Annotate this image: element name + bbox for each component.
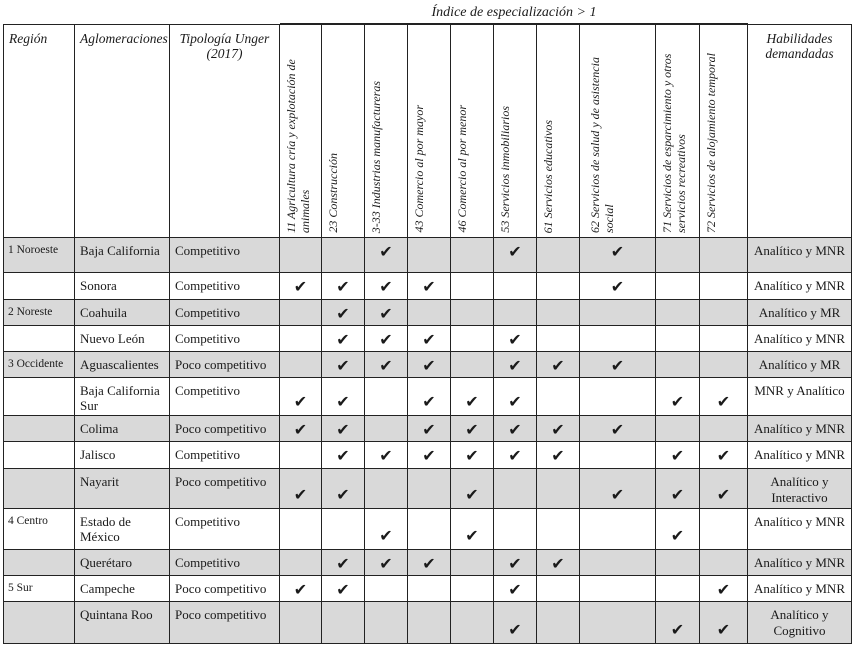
habilidades-cell: Analítico y MNR xyxy=(748,326,852,352)
tipologia-cell: Competitivo xyxy=(170,550,280,576)
sector-cell xyxy=(700,378,748,416)
check-icon: ✔ xyxy=(670,394,685,411)
aglomeracion-cell: Coahuila xyxy=(75,300,170,326)
sector-cell xyxy=(700,550,748,576)
check-icon: ✔ xyxy=(422,448,436,465)
sector-cell xyxy=(365,469,408,509)
habilidades-cell: Analítico y MNR xyxy=(748,238,852,273)
header-sector-label: 23 Construcción xyxy=(326,153,340,233)
sector-cell xyxy=(365,326,408,352)
sector-cell xyxy=(322,602,365,644)
sector-cell xyxy=(322,300,365,326)
sector-cell xyxy=(451,352,494,378)
sector-cell xyxy=(494,469,537,509)
table-row xyxy=(4,300,852,326)
sector-cell xyxy=(580,416,656,442)
sector-cell xyxy=(451,509,494,550)
table-row xyxy=(4,416,852,442)
sector-cell xyxy=(365,442,408,469)
check-icon: ✔ xyxy=(716,394,731,411)
sector-cell xyxy=(280,509,322,550)
tipologia-cell: Competitivo xyxy=(170,300,280,326)
sector-cell xyxy=(280,238,322,273)
table-row xyxy=(4,238,852,273)
sector-cell xyxy=(280,300,322,326)
header-tipologia: Tipología Unger (2017) xyxy=(170,25,280,238)
tipologia-cell: Competitivo xyxy=(170,378,280,416)
sector-cell xyxy=(656,300,700,326)
check-icon: ✔ xyxy=(465,487,479,504)
sector-cell xyxy=(580,550,656,576)
sector-cell xyxy=(408,416,451,442)
sector-cell xyxy=(494,602,537,644)
sector-cell xyxy=(451,550,494,576)
check-icon: ✔ xyxy=(508,582,522,599)
sector-cell xyxy=(365,300,408,326)
sector-cell xyxy=(700,576,748,602)
sector-cell xyxy=(580,300,656,326)
sector-cell xyxy=(408,326,451,352)
sector-cell xyxy=(365,378,408,416)
sector-cell xyxy=(322,273,365,300)
header-sector-label: 11 Agricultura cría y explotación de animales xyxy=(284,59,312,233)
sector-cell xyxy=(408,273,451,300)
sector-cell xyxy=(322,352,365,378)
sector-cell xyxy=(280,352,322,378)
region-cell xyxy=(4,442,75,469)
header-sector xyxy=(280,25,322,238)
sector-cell xyxy=(451,238,494,273)
header-sector-label: 53 Servicios inmobiliarios xyxy=(498,106,512,233)
check-icon: ✔ xyxy=(716,448,731,465)
check-icon: ✔ xyxy=(465,394,479,411)
header-sector-label: 43 Comercio al por mayor xyxy=(412,105,426,233)
header-sector-label: 46 Comercio al por menor xyxy=(455,105,469,233)
sector-cell xyxy=(700,326,748,352)
aglomeracion-cell: Querétaro xyxy=(75,550,170,576)
check-icon: ✔ xyxy=(670,622,685,639)
sector-cell xyxy=(365,416,408,442)
sector-cell xyxy=(656,576,700,602)
sector-cell xyxy=(656,238,700,273)
sector-cell xyxy=(280,378,322,416)
check-icon: ✔ xyxy=(670,528,685,545)
check-icon: ✔ xyxy=(465,422,479,439)
check-icon: ✔ xyxy=(716,487,731,504)
habilidades-cell: Analítico y MNR xyxy=(748,273,852,300)
header-sector xyxy=(322,25,365,238)
header-habilidades: Habilidades demandadas xyxy=(748,25,852,238)
sector-cell xyxy=(322,469,365,509)
sector-cell xyxy=(700,509,748,550)
check-icon: ✔ xyxy=(293,487,308,504)
region-cell xyxy=(4,326,75,352)
check-icon: ✔ xyxy=(293,582,308,599)
sector-cell xyxy=(494,326,537,352)
header-sector-label: 72 Servicios de alojamiento temporal xyxy=(704,53,718,233)
sector-cell xyxy=(656,273,700,300)
table-row xyxy=(4,326,852,352)
check-icon: ✔ xyxy=(508,556,522,573)
header-region: Región xyxy=(4,25,75,238)
aglomeracion-cell: Colima xyxy=(75,416,170,442)
sector-cell xyxy=(322,442,365,469)
habilidades-cell: Analítico y Cognitivo xyxy=(748,602,852,644)
sector-cell xyxy=(700,273,748,300)
sector-cell xyxy=(580,576,656,602)
tipologia-cell: Competitivo xyxy=(170,442,280,469)
header-sector-label: 61 Servicios educativos xyxy=(541,119,555,233)
sector-cell xyxy=(280,550,322,576)
check-icon: ✔ xyxy=(508,332,522,349)
sector-cell xyxy=(451,602,494,644)
sector-cell xyxy=(537,442,580,469)
habilidades-cell: Analítico y MR xyxy=(748,300,852,326)
check-icon: ✔ xyxy=(422,279,436,296)
check-icon: ✔ xyxy=(465,448,479,465)
specialization-table xyxy=(3,24,852,644)
aglomeracion-cell: Baja California Sur xyxy=(75,378,170,416)
check-icon: ✔ xyxy=(508,394,522,411)
check-icon: ✔ xyxy=(336,358,350,375)
check-icon: ✔ xyxy=(379,528,393,545)
sector-cell xyxy=(451,378,494,416)
sector-cell xyxy=(408,300,451,326)
region-cell xyxy=(4,416,75,442)
check-icon: ✔ xyxy=(610,487,625,504)
check-icon: ✔ xyxy=(508,244,522,261)
check-icon: ✔ xyxy=(610,358,625,375)
check-icon: ✔ xyxy=(422,358,436,375)
sector-cell xyxy=(656,416,700,442)
check-icon: ✔ xyxy=(336,332,350,349)
check-icon: ✔ xyxy=(379,358,393,375)
check-icon: ✔ xyxy=(551,448,565,465)
check-icon: ✔ xyxy=(670,487,685,504)
sector-cell xyxy=(408,352,451,378)
sector-cell xyxy=(656,378,700,416)
sector-cell xyxy=(537,352,580,378)
tipologia-cell: Poco competitivo xyxy=(170,576,280,602)
sector-cell xyxy=(700,352,748,378)
sector-cell xyxy=(537,576,580,602)
sector-cell xyxy=(656,550,700,576)
habilidades-cell: Analítico y MNR xyxy=(748,416,852,442)
table-row xyxy=(4,352,852,378)
sector-cell xyxy=(365,238,408,273)
sector-cell xyxy=(451,273,494,300)
tipologia-cell: Competitivo xyxy=(170,326,280,352)
sector-cell xyxy=(408,469,451,509)
sector-cell xyxy=(365,602,408,644)
sector-cell xyxy=(365,576,408,602)
check-icon: ✔ xyxy=(379,306,393,323)
check-icon: ✔ xyxy=(422,332,436,349)
sector-cell xyxy=(451,576,494,602)
table-row xyxy=(4,509,852,550)
sector-cell xyxy=(494,550,537,576)
check-icon: ✔ xyxy=(610,279,625,296)
tipologia-cell: Poco competitivo xyxy=(170,416,280,442)
sector-cell xyxy=(280,273,322,300)
sector-cell xyxy=(580,238,656,273)
check-icon: ✔ xyxy=(508,358,522,375)
sector-cell xyxy=(408,238,451,273)
sector-cell xyxy=(537,300,580,326)
check-icon: ✔ xyxy=(508,422,522,439)
check-icon: ✔ xyxy=(610,244,625,261)
check-icon: ✔ xyxy=(422,422,436,439)
sector-cell xyxy=(580,326,656,352)
region-cell: 4 Centro xyxy=(4,509,75,550)
sector-cell xyxy=(537,602,580,644)
aglomeracion-cell: Sonora xyxy=(75,273,170,300)
sector-cell xyxy=(322,576,365,602)
sector-cell xyxy=(700,442,748,469)
sector-cell xyxy=(451,442,494,469)
sector-cell xyxy=(580,378,656,416)
sector-cell xyxy=(537,550,580,576)
region-cell xyxy=(4,550,75,576)
region-cell: 1 Noroeste xyxy=(4,238,75,273)
check-icon: ✔ xyxy=(336,556,350,573)
sector-cell xyxy=(408,442,451,469)
sector-cell xyxy=(494,378,537,416)
sector-cell xyxy=(494,509,537,550)
sector-cell xyxy=(280,416,322,442)
sector-cell xyxy=(494,273,537,300)
header-row xyxy=(4,25,852,238)
sector-cell xyxy=(408,576,451,602)
header-sector xyxy=(580,25,656,238)
sector-cell xyxy=(537,378,580,416)
check-icon: ✔ xyxy=(336,448,350,465)
region-cell: 3 Occidente xyxy=(4,352,75,378)
check-icon: ✔ xyxy=(379,279,393,296)
sector-cell xyxy=(656,442,700,469)
check-icon: ✔ xyxy=(716,622,731,639)
table-row xyxy=(4,576,852,602)
table-row xyxy=(4,378,852,416)
table-row xyxy=(4,469,852,509)
sector-cell xyxy=(700,469,748,509)
check-icon: ✔ xyxy=(379,556,393,573)
habilidades-cell: Analítico y MNR xyxy=(748,442,852,469)
check-icon: ✔ xyxy=(336,582,350,599)
sector-cell xyxy=(322,509,365,550)
check-icon: ✔ xyxy=(551,422,565,439)
check-icon: ✔ xyxy=(336,394,350,411)
sector-cell xyxy=(700,238,748,273)
header-sector-label: 3-33 Industrias manufactureras xyxy=(369,80,383,233)
sector-cell xyxy=(365,273,408,300)
tipologia-cell: Poco competitivo xyxy=(170,352,280,378)
sector-cell xyxy=(451,469,494,509)
sector-cell xyxy=(408,509,451,550)
sector-cell xyxy=(408,550,451,576)
habilidades-cell: MNR y Analítico xyxy=(748,378,852,416)
aglomeracion-cell: Baja California xyxy=(75,238,170,273)
region-cell: 5 Sur xyxy=(4,576,75,602)
header-aglomeraciones: Aglomeraciones xyxy=(75,25,170,238)
sector-cell xyxy=(451,300,494,326)
check-icon: ✔ xyxy=(551,556,565,573)
region-cell xyxy=(4,273,75,300)
tipologia-cell: Poco competitivo xyxy=(170,602,280,644)
header-sector xyxy=(365,25,408,238)
habilidades-cell: Analítico y MNR xyxy=(748,550,852,576)
table-row xyxy=(4,602,852,644)
check-icon: ✔ xyxy=(551,358,565,375)
check-icon: ✔ xyxy=(379,332,393,349)
table-row xyxy=(4,273,852,300)
sector-cell xyxy=(537,416,580,442)
aglomeracion-cell: Estado de México xyxy=(75,509,170,550)
sector-cell xyxy=(700,300,748,326)
sector-cell xyxy=(280,442,322,469)
aglomeracion-cell: Aguascalientes xyxy=(75,352,170,378)
sector-cell xyxy=(322,326,365,352)
sector-cell xyxy=(365,509,408,550)
sector-cell xyxy=(537,469,580,509)
check-icon: ✔ xyxy=(336,487,350,504)
sector-cell xyxy=(700,602,748,644)
sector-cell xyxy=(580,442,656,469)
header-sector xyxy=(408,25,451,238)
table-super-title: Índice de especialización > 1 xyxy=(280,3,748,24)
table-row xyxy=(4,442,852,469)
aglomeracion-cell: Jalisco xyxy=(75,442,170,469)
sector-cell xyxy=(494,238,537,273)
check-icon: ✔ xyxy=(465,528,479,545)
sector-cell xyxy=(580,352,656,378)
header-sector xyxy=(451,25,494,238)
sector-cell xyxy=(494,300,537,326)
sector-cell xyxy=(580,469,656,509)
check-icon: ✔ xyxy=(670,448,685,465)
check-icon: ✔ xyxy=(716,582,731,599)
sector-cell xyxy=(365,550,408,576)
sector-cell xyxy=(408,602,451,644)
sector-cell xyxy=(580,509,656,550)
sector-cell xyxy=(365,352,408,378)
check-icon: ✔ xyxy=(379,448,393,465)
sector-cell xyxy=(322,550,365,576)
header-sector-label: 71 Servicios de esparcimiento y otros servicios recreativos xyxy=(660,53,688,233)
table-container xyxy=(3,3,852,644)
sector-cell xyxy=(656,326,700,352)
region-cell xyxy=(4,602,75,644)
sector-cell xyxy=(494,442,537,469)
region-cell xyxy=(4,469,75,509)
habilidades-cell: Analítico y Interactivo xyxy=(748,469,852,509)
check-icon: ✔ xyxy=(336,422,350,439)
header-sector xyxy=(494,25,537,238)
habilidades-cell: Analítico y MR xyxy=(748,352,852,378)
sector-cell xyxy=(656,509,700,550)
sector-cell xyxy=(537,238,580,273)
sector-cell xyxy=(580,273,656,300)
aglomeracion-cell: Nuevo León xyxy=(75,326,170,352)
check-icon: ✔ xyxy=(422,394,436,411)
check-icon: ✔ xyxy=(336,306,350,323)
aglomeracion-cell: Campeche xyxy=(75,576,170,602)
tipologia-cell: Competitivo xyxy=(170,273,280,300)
sector-cell xyxy=(322,238,365,273)
sector-cell xyxy=(280,469,322,509)
sector-cell xyxy=(537,509,580,550)
habilidades-cell: Analítico y MNR xyxy=(748,576,852,602)
check-icon: ✔ xyxy=(293,279,308,296)
sector-cell xyxy=(700,416,748,442)
region-cell: 2 Noreste xyxy=(4,300,75,326)
sector-cell xyxy=(322,416,365,442)
check-icon: ✔ xyxy=(293,422,308,439)
sector-cell xyxy=(537,326,580,352)
check-icon: ✔ xyxy=(508,448,522,465)
header-sector-label: 62 Servicios de salud y de asistencia social xyxy=(588,57,616,233)
table-row xyxy=(4,550,852,576)
sector-cell xyxy=(280,602,322,644)
sector-cell xyxy=(280,326,322,352)
sector-cell xyxy=(656,352,700,378)
header-sector xyxy=(656,25,700,238)
sector-cell xyxy=(494,352,537,378)
header-sector xyxy=(700,25,748,238)
tipologia-cell: Competitivo xyxy=(170,238,280,273)
sector-cell xyxy=(494,576,537,602)
sector-cell xyxy=(580,602,656,644)
aglomeracion-cell: Quintana Roo xyxy=(75,602,170,644)
check-icon: ✔ xyxy=(422,556,436,573)
sector-cell xyxy=(408,378,451,416)
region-cell xyxy=(4,378,75,416)
check-icon: ✔ xyxy=(336,279,350,296)
habilidades-cell: Analítico y MNR xyxy=(748,509,852,550)
check-icon: ✔ xyxy=(508,622,522,639)
check-icon: ✔ xyxy=(293,394,308,411)
sector-cell xyxy=(451,326,494,352)
tipologia-cell: Poco competitivo xyxy=(170,469,280,509)
table-body xyxy=(4,238,852,644)
sector-cell xyxy=(451,416,494,442)
check-icon: ✔ xyxy=(610,422,625,439)
aglomeracion-cell: Nayarit xyxy=(75,469,170,509)
sector-cell xyxy=(656,602,700,644)
sector-cell xyxy=(494,416,537,442)
header-sector xyxy=(537,25,580,238)
sector-cell xyxy=(280,576,322,602)
sector-cell xyxy=(322,378,365,416)
check-icon: ✔ xyxy=(379,244,393,261)
tipologia-cell: Competitivo xyxy=(170,509,280,550)
sector-cell xyxy=(537,273,580,300)
sector-cell xyxy=(656,469,700,509)
